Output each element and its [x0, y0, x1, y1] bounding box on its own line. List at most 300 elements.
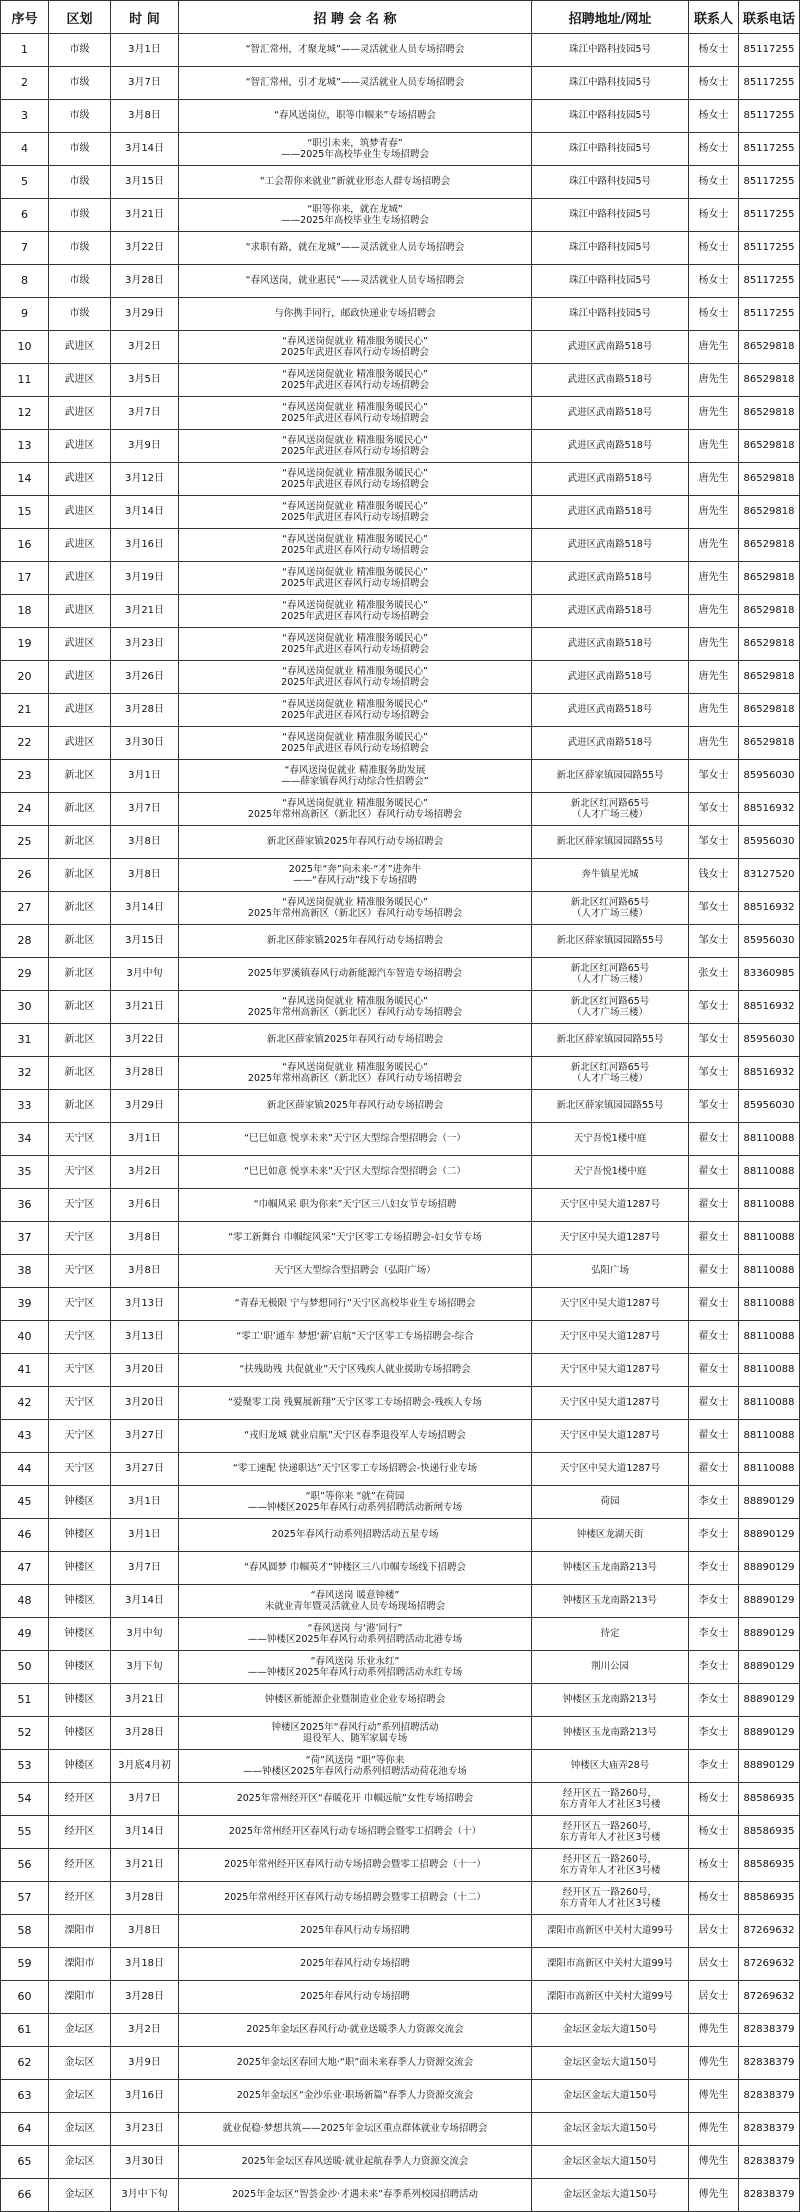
row-index: 44: [1, 1453, 49, 1486]
row-phone: 85117255: [739, 298, 800, 331]
row-fair-name: 2025年春风行动专场招聘: [179, 1948, 532, 1981]
row-index: 57: [1, 1882, 49, 1915]
row-address: 珠江中路科技园5号: [532, 100, 689, 133]
row-address: 新北区红河路65号 （人才广场三楼）: [532, 892, 689, 925]
row-district: 武进区: [49, 562, 111, 595]
row-fair-name: “春风送岗促就业 精准服务暖民心” 2025年常州高新区（新北区）春风行动专场招聘会: [179, 793, 532, 826]
row-phone: 88890129: [739, 1585, 800, 1618]
row-phone: 82838379: [739, 2146, 800, 2179]
row-phone: 86529818: [739, 496, 800, 529]
row-fair-name: “春风圆梦 巾帼英才”钟楼区三八巾帼专场线下招聘会: [179, 1552, 532, 1585]
row-index: 48: [1, 1585, 49, 1618]
row-index: 26: [1, 859, 49, 892]
row-address: 金坛区金坛大道150号: [532, 2047, 689, 2080]
row-fair-name: “巾帼风采 职为你来”天宁区三八妇女节专场招聘: [179, 1189, 532, 1222]
row-contact: 杨女士: [689, 133, 739, 166]
row-fair-name: “春风送岗促就业 精准服务暖民心” 2025年武进区春风行动专场招聘会: [179, 397, 532, 430]
row-district: 钟楼区: [49, 1618, 111, 1651]
table-row: [1, 2179, 800, 2212]
row-contact: 唐先生: [689, 397, 739, 430]
table-row: [1, 67, 800, 100]
row-date: 3月28日: [111, 1057, 179, 1090]
row-date: 3月21日: [111, 199, 179, 232]
row-index: 4: [1, 133, 49, 166]
row-contact: 唐先生: [689, 628, 739, 661]
row-date: 3月1日: [111, 1486, 179, 1519]
header-date: 时 间: [111, 1, 179, 34]
row-contact: 杨女士: [689, 199, 739, 232]
row-fair-name: “春风送岗促就业 精准服务暖民心” 2025年武进区春风行动专场招聘会: [179, 331, 532, 364]
row-contact: 傅先生: [689, 2080, 739, 2113]
row-index: 21: [1, 694, 49, 727]
row-address: 钟楼区玉龙南路213号: [532, 1585, 689, 1618]
table-row: [1, 2047, 800, 2080]
row-phone: 88110088: [739, 1123, 800, 1156]
table-row: [1, 2080, 800, 2113]
row-date: 3月下旬: [111, 1651, 179, 1684]
row-phone: 85117255: [739, 34, 800, 67]
row-index: 42: [1, 1387, 49, 1420]
row-index: 40: [1, 1321, 49, 1354]
row-fair-name: “春风送岗促就业 精准服务暖民心” 2025年武进区春风行动专场招聘会: [179, 661, 532, 694]
row-address: 钟楼区玉龙南路213号: [532, 1552, 689, 1585]
row-contact: 邹女士: [689, 991, 739, 1024]
row-contact: 邹女士: [689, 793, 739, 826]
row-index: 17: [1, 562, 49, 595]
row-date: 3月29日: [111, 1090, 179, 1123]
row-district: 武进区: [49, 628, 111, 661]
row-phone: 86529818: [739, 364, 800, 397]
row-district: 钟楼区: [49, 1552, 111, 1585]
row-fair-name: “春风送岗促就业 精准服务暖民心” 2025年武进区春风行动专场招聘会: [179, 727, 532, 760]
row-date: 3月7日: [111, 1552, 179, 1585]
row-date: 3月15日: [111, 925, 179, 958]
row-phone: 88890129: [739, 1519, 800, 1552]
row-address: 金坛区金坛大道150号: [532, 2014, 689, 2047]
row-phone: 88890129: [739, 1618, 800, 1651]
row-fair-name: 2025年金坛区春风行动·就业送暖季人力资源交流会: [179, 2014, 532, 2047]
row-phone: 88516932: [739, 1057, 800, 1090]
row-address: 武进区武南路518号: [532, 529, 689, 562]
table-row: [1, 1387, 800, 1420]
table-row: [1, 166, 800, 199]
table-row: [1, 1156, 800, 1189]
row-address: 武进区武南路518号: [532, 727, 689, 760]
row-fair-name: “智汇常州，才聚龙城”——灵活就业人员专场招聘会: [179, 34, 532, 67]
row-address: 天宁区中吴大道1287号: [532, 1387, 689, 1420]
row-index: 51: [1, 1684, 49, 1717]
row-date: 3月7日: [111, 1783, 179, 1816]
row-phone: 88516932: [739, 793, 800, 826]
row-date: 3月8日: [111, 1222, 179, 1255]
row-date: 3月15日: [111, 166, 179, 199]
table-row: [1, 2014, 800, 2047]
row-contact: 唐先生: [689, 562, 739, 595]
row-index: 12: [1, 397, 49, 430]
row-date: 3月14日: [111, 133, 179, 166]
table-row: [1, 760, 800, 793]
row-contact: 李女士: [689, 1552, 739, 1585]
row-contact: 李女士: [689, 1519, 739, 1552]
row-date: 3月19日: [111, 562, 179, 595]
row-date: 3月14日: [111, 1816, 179, 1849]
row-index: 14: [1, 463, 49, 496]
row-fair-name: “求职有路，就在龙城”——灵活就业人员专场招聘会: [179, 232, 532, 265]
table-row: [1, 1189, 800, 1222]
row-contact: 唐先生: [689, 529, 739, 562]
table-row: [1, 1090, 800, 1123]
row-address: 天宁区中吴大道1287号: [532, 1189, 689, 1222]
row-address: 武进区武南路518号: [532, 397, 689, 430]
row-district: 新北区: [49, 892, 111, 925]
row-contact: 唐先生: [689, 364, 739, 397]
row-date: 3月9日: [111, 2047, 179, 2080]
row-address: 钟楼区大庙弄28号: [532, 1750, 689, 1783]
row-index: 35: [1, 1156, 49, 1189]
row-fair-name: “春风送岗促就业 精准服务助发展 ——薛家镇春风行动综合性招聘会”: [179, 760, 532, 793]
row-contact: 邹女士: [689, 1024, 739, 1057]
row-phone: 85117255: [739, 166, 800, 199]
table-row: [1, 1519, 800, 1552]
row-phone: 82838379: [739, 2080, 800, 2113]
row-index: 3: [1, 100, 49, 133]
row-district: 武进区: [49, 397, 111, 430]
row-phone: 88890129: [739, 1651, 800, 1684]
row-date: 3月7日: [111, 397, 179, 430]
row-date: 3月14日: [111, 1585, 179, 1618]
table-row: [1, 265, 800, 298]
row-address: 新北区薛家镇园园路55号: [532, 760, 689, 793]
row-phone: 88110088: [739, 1255, 800, 1288]
row-address: 钟楼区玉龙南路213号: [532, 1684, 689, 1717]
row-district: 新北区: [49, 1057, 111, 1090]
table-row: [1, 1057, 800, 1090]
table-row: [1, 2146, 800, 2179]
row-district: 武进区: [49, 727, 111, 760]
row-contact: 杨女士: [689, 1882, 739, 1915]
table-row: [1, 1882, 800, 1915]
row-district: 金坛区: [49, 2146, 111, 2179]
row-fair-name: 新北区薛家镇2025年春风行动专场招聘会: [179, 1090, 532, 1123]
table-row: [1, 1321, 800, 1354]
row-contact: 翟女士: [689, 1156, 739, 1189]
row-phone: 85117255: [739, 100, 800, 133]
row-date: 3月26日: [111, 661, 179, 694]
row-phone: 85117255: [739, 232, 800, 265]
row-date: 3月30日: [111, 2146, 179, 2179]
row-date: 3月中旬: [111, 1618, 179, 1651]
row-date: 3月2日: [111, 1156, 179, 1189]
row-phone: 88516932: [739, 991, 800, 1024]
row-district: 武进区: [49, 331, 111, 364]
row-address: 金坛区金坛大道150号: [532, 2179, 689, 2212]
table-row: [1, 100, 800, 133]
row-date: 3月28日: [111, 1717, 179, 1750]
row-fair-name: “职引未来，筑梦青春” ——2025年高校毕业生专场招聘会: [179, 133, 532, 166]
row-phone: 87269632: [739, 1948, 800, 1981]
row-district: 市级: [49, 67, 111, 100]
row-contact: 李女士: [689, 1717, 739, 1750]
row-contact: 杨女士: [689, 265, 739, 298]
row-district: 溧阳市: [49, 1981, 111, 2014]
row-fair-name: “春风送岗促就业 精准服务暖民心” 2025年武进区春风行动专场招聘会: [179, 529, 532, 562]
row-address: 武进区武南路518号: [532, 694, 689, 727]
row-index: 66: [1, 2179, 49, 2212]
row-date: 3月20日: [111, 1354, 179, 1387]
row-fair-name: 与你携手同行，邮政快递业专场招聘会: [179, 298, 532, 331]
row-phone: 88890129: [739, 1750, 800, 1783]
row-index: 11: [1, 364, 49, 397]
row-fair-name: “春风送岗促就业 精准服务暖民心” 2025年常州高新区（新北区）春风行动专场招聘会: [179, 991, 532, 1024]
table-row: [1, 529, 800, 562]
row-index: 27: [1, 892, 49, 925]
table-row: [1, 1948, 800, 1981]
row-date: 3月28日: [111, 694, 179, 727]
table-row: [1, 1618, 800, 1651]
row-fair-name: 2025年金坛区春风送暖·就业起航春季人力资源交流会: [179, 2146, 532, 2179]
row-phone: 88110088: [739, 1453, 800, 1486]
row-phone: 82838379: [739, 2014, 800, 2047]
row-district: 新北区: [49, 958, 111, 991]
row-index: 50: [1, 1651, 49, 1684]
row-fair-name: 2025年“奔”向未来·“才”进奔牛 ——“春风行动”线下专场招聘: [179, 859, 532, 892]
table-row: [1, 628, 800, 661]
row-fair-name: 新北区薛家镇2025年春风行动专场招聘会: [179, 1024, 532, 1057]
row-fair-name: “春风送岗，就业惠民”——灵活就业人员专场招聘会: [179, 265, 532, 298]
row-fair-name: 2025年金坛区“金沙乐业·职场新篇”春季人力资源交流会: [179, 2080, 532, 2113]
header-address: 招聘地址/网址: [532, 1, 689, 34]
table-row: [1, 133, 800, 166]
row-contact: 傅先生: [689, 2113, 739, 2146]
row-address: 待定: [532, 1618, 689, 1651]
row-fair-name: 天宁区大型综合型招聘会（弘阳广场）: [179, 1255, 532, 1288]
row-phone: 82838379: [739, 2047, 800, 2080]
row-fair-name: “工会帮你来就业”新就业形态人群专场招聘会: [179, 166, 532, 199]
row-address: 弘阳广场: [532, 1255, 689, 1288]
row-contact: 翟女士: [689, 1354, 739, 1387]
row-index: 46: [1, 1519, 49, 1552]
row-address: 新北区薛家镇园园路55号: [532, 826, 689, 859]
row-district: 天宁区: [49, 1189, 111, 1222]
table-row: [1, 826, 800, 859]
row-contact: 杨女士: [689, 34, 739, 67]
row-date: 3月14日: [111, 496, 179, 529]
row-phone: 88890129: [739, 1684, 800, 1717]
row-district: 天宁区: [49, 1387, 111, 1420]
row-fair-name: “零工新舞台 巾帼绽风采”天宁区零工专场招聘会-妇女节专场: [179, 1222, 532, 1255]
row-phone: 85117255: [739, 133, 800, 166]
row-phone: 88110088: [739, 1321, 800, 1354]
row-phone: 86529818: [739, 331, 800, 364]
table-row: [1, 232, 800, 265]
row-district: 金坛区: [49, 2080, 111, 2113]
table-row: [1, 1981, 800, 2014]
row-phone: 85956030: [739, 925, 800, 958]
row-phone: 86529818: [739, 397, 800, 430]
row-index: 36: [1, 1189, 49, 1222]
row-date: 3月7日: [111, 67, 179, 100]
row-index: 23: [1, 760, 49, 793]
row-district: 钟楼区: [49, 1717, 111, 1750]
row-district: 武进区: [49, 463, 111, 496]
row-date: 3月1日: [111, 760, 179, 793]
table-row: [1, 1651, 800, 1684]
table-row: [1, 331, 800, 364]
row-date: 3月27日: [111, 1453, 179, 1486]
table-row: [1, 496, 800, 529]
row-address: 珠江中路科技园5号: [532, 232, 689, 265]
row-contact: 翟女士: [689, 1123, 739, 1156]
row-fair-name: “扶残助残 共促就业”天宁区残疾人就业援助专场招聘会: [179, 1354, 532, 1387]
row-address: 珠江中路科技园5号: [532, 166, 689, 199]
row-date: 3月1日: [111, 1519, 179, 1552]
row-fair-name: “巳巳如意 悦享未来”天宁区大型综合型招聘会（一）: [179, 1123, 532, 1156]
row-address: 溧阳市高新区中关村大道99号: [532, 1981, 689, 2014]
header-phone: 联系电话: [739, 1, 800, 34]
table-row: [1, 199, 800, 232]
row-district: 武进区: [49, 694, 111, 727]
row-index: 32: [1, 1057, 49, 1090]
table-row: [1, 694, 800, 727]
row-index: 25: [1, 826, 49, 859]
row-date: 3月27日: [111, 1420, 179, 1453]
row-district: 武进区: [49, 430, 111, 463]
row-address: 天宁区中吴大道1287号: [532, 1453, 689, 1486]
row-contact: 傅先生: [689, 2014, 739, 2047]
row-district: 金坛区: [49, 2047, 111, 2080]
row-date: 3月22日: [111, 232, 179, 265]
row-date: 3月8日: [111, 859, 179, 892]
row-phone: 85117255: [739, 199, 800, 232]
table-row: [1, 1123, 800, 1156]
row-contact: 唐先生: [689, 430, 739, 463]
row-contact: 翟女士: [689, 1255, 739, 1288]
row-phone: 87269632: [739, 1915, 800, 1948]
row-phone: 85117255: [739, 265, 800, 298]
row-index: 49: [1, 1618, 49, 1651]
row-contact: 邹女士: [689, 892, 739, 925]
row-address: 新北区红河路65号 （人才广场三楼）: [532, 1057, 689, 1090]
row-contact: 邹女士: [689, 826, 739, 859]
row-phone: 86529818: [739, 694, 800, 727]
row-fair-name: “春风送岗位，职等巾帼来”专场招聘会: [179, 100, 532, 133]
row-address: 经开区五一路260号， 东方青年人才社区3号楼: [532, 1783, 689, 1816]
row-fair-name: 钟楼区2025年“春风行动”系列招聘活动 退役军人、随军家属专场: [179, 1717, 532, 1750]
row-district: 溧阳市: [49, 1948, 111, 1981]
row-address: 珠江中路科技园5号: [532, 67, 689, 100]
row-index: 64: [1, 2113, 49, 2146]
table-row: [1, 364, 800, 397]
row-address: 荷园: [532, 1486, 689, 1519]
row-index: 38: [1, 1255, 49, 1288]
row-fair-name: “春风送岗促就业 精准服务暖民心” 2025年武进区春风行动专场招聘会: [179, 694, 532, 727]
row-index: 52: [1, 1717, 49, 1750]
row-date: 3月9日: [111, 430, 179, 463]
row-address: 钟楼区龙湖天街: [532, 1519, 689, 1552]
table-row: [1, 1288, 800, 1321]
table-row: [1, 1255, 800, 1288]
row-fair-name: “爱聚零工岗 残翼展新翔”天宁区零工专场招聘会-残疾人专场: [179, 1387, 532, 1420]
row-district: 武进区: [49, 496, 111, 529]
table-row: [1, 991, 800, 1024]
row-address: 新北区薛家镇园园路55号: [532, 1090, 689, 1123]
row-district: 新北区: [49, 760, 111, 793]
row-district: 天宁区: [49, 1354, 111, 1387]
row-district: 市级: [49, 34, 111, 67]
row-contact: 唐先生: [689, 331, 739, 364]
row-district: 天宁区: [49, 1420, 111, 1453]
row-date: 3月14日: [111, 892, 179, 925]
row-phone: 88110088: [739, 1189, 800, 1222]
row-date: 3月6日: [111, 1189, 179, 1222]
row-fair-name: 2025年罗溪镇春风行动新能源汽车智造专场招聘会: [179, 958, 532, 991]
row-fair-name: 新北区薛家镇2025年春风行动专场招聘会: [179, 826, 532, 859]
row-district: 天宁区: [49, 1255, 111, 1288]
row-fair-name: 新北区薛家镇2025年春风行动专场招聘会: [179, 925, 532, 958]
table-row: [1, 958, 800, 991]
row-date: 3月28日: [111, 265, 179, 298]
row-contact: 居女士: [689, 1981, 739, 2014]
row-index: 65: [1, 2146, 49, 2179]
row-fair-name: “春风送岗促就业 精准服务暖民心” 2025年武进区春风行动专场招聘会: [179, 595, 532, 628]
row-district: 溧阳市: [49, 1915, 111, 1948]
table-row: [1, 595, 800, 628]
row-date: 3月中下旬: [111, 2179, 179, 2212]
row-address: 金坛区金坛大道150号: [532, 2113, 689, 2146]
row-address: 武进区武南路518号: [532, 463, 689, 496]
row-index: 59: [1, 1948, 49, 1981]
row-address: 珠江中路科技园5号: [532, 199, 689, 232]
row-contact: 张女士: [689, 958, 739, 991]
row-fair-name: “戎归龙城 就业启航”天宁区春季退役军人专场招聘会: [179, 1420, 532, 1453]
row-index: 20: [1, 661, 49, 694]
row-contact: 翟女士: [689, 1189, 739, 1222]
table-row: [1, 1849, 800, 1882]
row-contact: 邹女士: [689, 925, 739, 958]
row-date: 3月23日: [111, 628, 179, 661]
row-address: 珠江中路科技园5号: [532, 265, 689, 298]
header-index: 序号: [1, 1, 49, 34]
table-row: [1, 1684, 800, 1717]
row-phone: 86529818: [739, 661, 800, 694]
row-fair-name: 2025年常州经开区春风行动专场招聘会暨零工招聘会（十一）: [179, 1849, 532, 1882]
row-address: 天宁吾悦1楼中庭: [532, 1123, 689, 1156]
row-district: 武进区: [49, 529, 111, 562]
table-row: [1, 661, 800, 694]
row-contact: 唐先生: [689, 595, 739, 628]
row-fair-name: “春风送岗促就业 精准服务暖民心” 2025年武进区春风行动专场招聘会: [179, 628, 532, 661]
table-row: [1, 793, 800, 826]
row-date: 3月20日: [111, 1387, 179, 1420]
row-contact: 唐先生: [689, 727, 739, 760]
row-contact: 杨女士: [689, 1816, 739, 1849]
row-phone: 86529818: [739, 463, 800, 496]
row-date: 3月21日: [111, 595, 179, 628]
table-row: [1, 1915, 800, 1948]
row-phone: 85117255: [739, 67, 800, 100]
row-contact: 唐先生: [689, 496, 739, 529]
row-district: 天宁区: [49, 1156, 111, 1189]
row-address: 荆川公园: [532, 1651, 689, 1684]
row-phone: 85956030: [739, 1090, 800, 1123]
table-row: [1, 1717, 800, 1750]
row-date: 3月8日: [111, 1915, 179, 1948]
row-index: 28: [1, 925, 49, 958]
row-date: 3月8日: [111, 1255, 179, 1288]
table-row: [1, 1222, 800, 1255]
row-index: 60: [1, 1981, 49, 2014]
row-date: 3月8日: [111, 826, 179, 859]
